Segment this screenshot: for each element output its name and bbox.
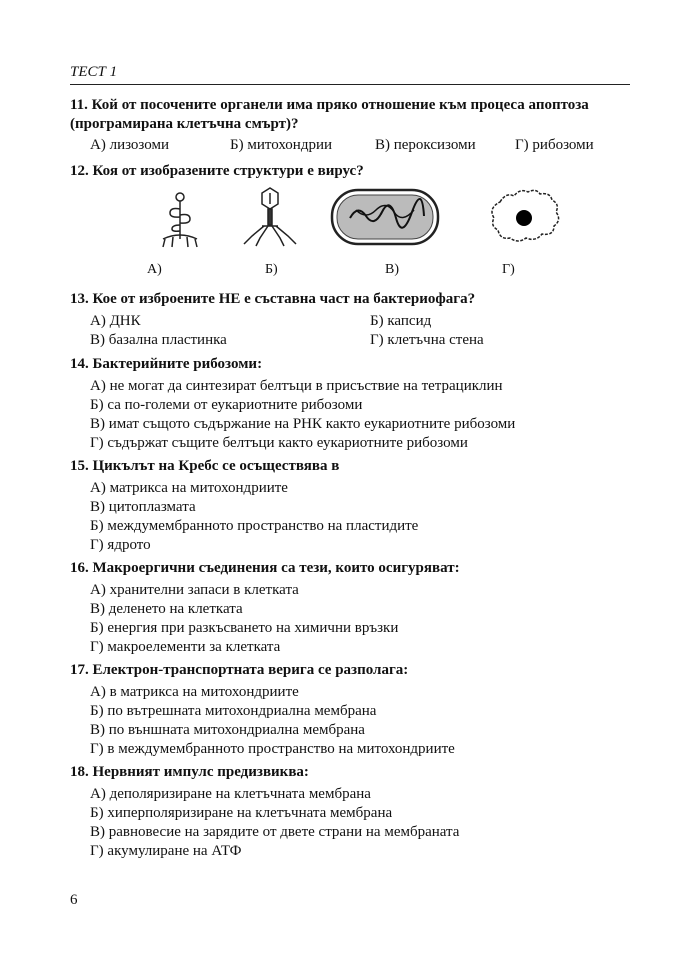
question-16 xyxy=(70,559,635,657)
option-c[interactable]: В) пероксизоми xyxy=(375,137,476,153)
option-a[interactable]: А) деполяризиране на клетъчната мембрана xyxy=(90,786,371,802)
option-b[interactable]: Б) хиперполяризиране на клетъчната мембрана xyxy=(90,805,393,821)
option-d[interactable]: Г) акумулиране на АТФ xyxy=(90,843,242,859)
question-16-stem: 16. Макроергични съединения са тези, които осигуряват: xyxy=(70,560,460,576)
page-number: 6 xyxy=(70,892,78,908)
option-b[interactable]: Б) са по-големи от еукариотните рибозоми xyxy=(90,397,363,413)
option-a[interactable]: А) не могат да синтезират белтъци в присъствие на тетрациклин xyxy=(90,378,503,394)
option-d[interactable]: Г) макроелементи за клетката xyxy=(90,639,281,655)
question-13 xyxy=(70,290,635,350)
option-d[interactable]: Г) клетъчна стена xyxy=(370,332,484,348)
option-a[interactable]: А) лизозоми xyxy=(90,137,169,153)
option-b[interactable]: Б) по вътрешната митохондриална мембрана xyxy=(90,703,377,719)
option-d[interactable]: Г) в междумембранното пространство на митохондриите xyxy=(90,741,455,757)
question-14 xyxy=(70,355,635,453)
structure-c-label: В) xyxy=(385,262,399,277)
option-c[interactable]: В) равновесие на зарядите от двете страни на мембраната xyxy=(90,824,460,840)
structure-a-label: А) xyxy=(147,262,162,277)
page-header xyxy=(70,62,630,85)
question-11-stem: 11. Кой от посочените органели има пряко отношение към процеса апоптоза (програмирана клетъчна смърт)? xyxy=(70,97,589,132)
question-11 xyxy=(70,96,635,156)
question-17-options xyxy=(90,683,635,759)
question-13-stem: 13. Кое от изброените НЕ е съставна част на бактериофага? xyxy=(70,291,476,307)
question-14-options xyxy=(90,377,635,453)
structure-d-cell-image[interactable] xyxy=(490,188,562,248)
option-d[interactable]: Г) ядрото xyxy=(90,537,151,553)
option-b[interactable]: Б) междумембранното пространство на пластидите xyxy=(90,518,419,534)
option-c[interactable]: В) имат същото съдържание на РНК както еукариотните рибозоми xyxy=(90,416,516,432)
option-d[interactable]: Г) съдържат същите белтъци както еукариотните рибозоми xyxy=(90,435,468,451)
question-18-options xyxy=(90,785,635,861)
structure-b-label: Б) xyxy=(265,262,278,277)
option-b[interactable]: Б) митохондрии xyxy=(230,137,333,153)
question-13-options xyxy=(90,312,635,350)
structure-d-label: Г) xyxy=(502,262,515,277)
question-15-options xyxy=(90,479,635,555)
question-16-options xyxy=(90,581,635,657)
question-15-stem: 15. Цикълът на Кребс се осъществява в xyxy=(70,458,340,474)
option-b[interactable]: Б) енергия при разкъсването на химични връзки xyxy=(90,620,399,636)
option-a[interactable]: А) матрикса на митохондриите xyxy=(90,480,288,496)
structure-a-image[interactable] xyxy=(155,191,205,251)
question-12 xyxy=(70,162,635,181)
option-c[interactable]: В) цитоплазмата xyxy=(90,499,196,515)
question-14-stem: 14. Бактерийните рибозоми: xyxy=(70,356,263,372)
test-title: ТЕСТ 1 xyxy=(70,64,118,80)
option-a[interactable]: А) в матрикса на митохондриите xyxy=(90,684,299,700)
option-a[interactable]: А) хранителни запаси в клетката xyxy=(90,582,299,598)
question-15 xyxy=(70,457,635,555)
structure-c-bacterium-image[interactable] xyxy=(330,188,440,246)
option-c[interactable]: В) базална пластинка xyxy=(90,332,227,348)
question-12-stem: 12. Коя от изобразените структури е вирус? xyxy=(70,163,364,179)
option-c[interactable]: В) деленето на клетката xyxy=(90,601,243,617)
structure-b-bacteriophage-image[interactable] xyxy=(238,186,303,248)
question-17 xyxy=(70,661,635,759)
question-18-stem: 18. Нервният импулс предизвиква: xyxy=(70,764,309,780)
option-b[interactable]: Б) капсид xyxy=(370,313,432,329)
option-d[interactable]: Г) рибозоми xyxy=(515,137,594,153)
option-a[interactable]: А) ДНК xyxy=(90,313,141,329)
question-17-stem: 17. Електрон-транспортната верига се разполага: xyxy=(70,662,409,678)
question-11-options xyxy=(90,136,635,156)
option-c[interactable]: В) по външната митохондриална мембрана xyxy=(90,722,365,738)
question-18 xyxy=(70,763,635,861)
